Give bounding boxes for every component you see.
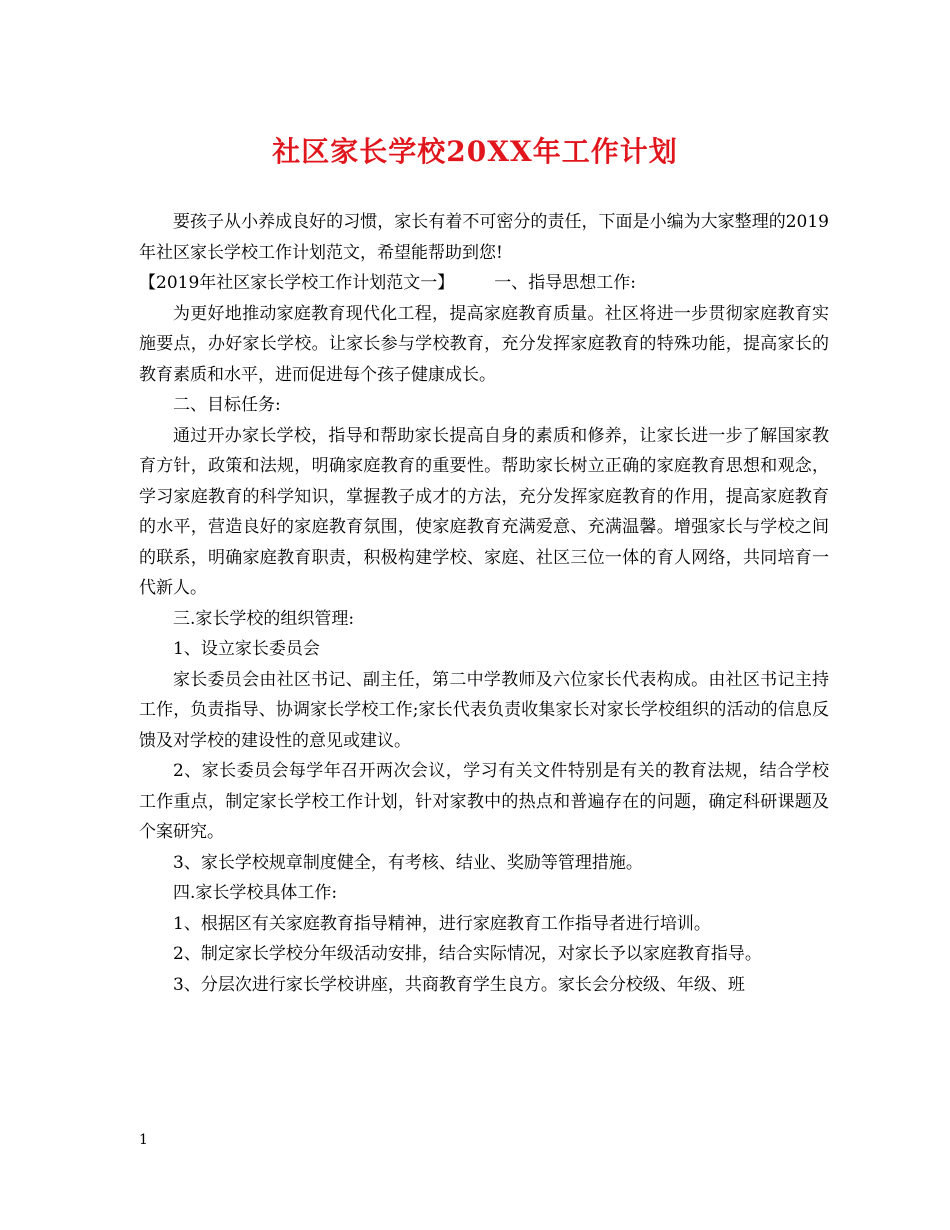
paragraph-intro: 要孩子从小养成良好的习惯，家长有着不可密分的责任，下面是小编为大家整理的2019年社区家长学校工作计划范文，希望能帮助到您! <box>139 212 829 263</box>
heading-goals: 二、目标任务: <box>173 395 281 415</box>
heading-guiding-ideology: 一、指导思想工作: <box>494 273 636 293</box>
heading-specific-work: 四.家长学校具体工作: <box>173 883 338 903</box>
paragraph-rules: 3、家长学校规章制度健全，有考核、结业、奖励等管理措施。 <box>173 852 643 873</box>
sample-heading: 【2019年社区家长学校工作计划范文一】 <box>139 273 455 293</box>
heading-organization: 三.家长学校的组织管理: <box>173 608 355 629</box>
paragraph-work-1: 1、根据区有关家庭教育指导精神，进行家庭教育工作指导者进行培训。 <box>173 913 711 934</box>
paragraph-committee: 家长委员会由社区书记、副主任，第二中学教师及六位家长代表构成。由社区书记主持工作，负责指导、协调家长学校工作;家长代表负责收集家长对家长学校组织的活动的信息反馈及对学校的建设性的意见或建议。 <box>139 669 829 751</box>
page-number: 1 <box>139 1132 148 1148</box>
document-title: 社区家长学校20XX年工作计划 <box>272 135 678 168</box>
paragraph-section-header <box>139 268 829 299</box>
subheading-committee: 1、设立家长委员会 <box>173 639 320 659</box>
paragraph-work-3: 3、分层次进行家长学校讲座，共商教育学生良方。家长会分校级、年级、班 <box>173 974 745 995</box>
paragraph-guiding-ideology: 为更好地推动家庭教育现代化工程，提高家庭教育质量。社区将进一步贯彻家庭教育实施要点，办好家长学校。让家长参与学校教育，充分发挥家庭教育的特殊功能，提高家长的教育素质和水平，进而促进每个孩子健康成长。 <box>139 303 829 385</box>
paragraph-work-2: 2、制定家长学校分年级活动安排，结合实际情况，对家长予以家庭教育指导。 <box>173 944 762 964</box>
document-body <box>139 207 829 1000</box>
paragraph-meetings: 2、家长委员会每学年召开两次会议，学习有关文件特别是有关的教育法规，结合学校工作重点，制定家长学校工作计划，针对家教中的热点和普遍存在的问题，确定科研课题及个案研究。 <box>139 761 829 842</box>
paragraph-goals: 通过开办家长学校，指导和帮助家长提高自身的素质和修养，让家长进一步了解国家教育方针，政策和法规，明确家庭教育的重要性。帮助家长树立正确的家庭教育思想和观念，学习家庭教育的科学知识，掌握教子成才的方法，充分发挥家庭教育的作用，提高家庭教育的水平，营造良好的家庭教育氛围，使家庭教育充满爱意、充满温馨。增强家长与学校之间的联系，明确家庭教育职责，积极构建学校、家庭、社区三位一体的育人网络，共同培育一代新人。 <box>139 425 829 598</box>
